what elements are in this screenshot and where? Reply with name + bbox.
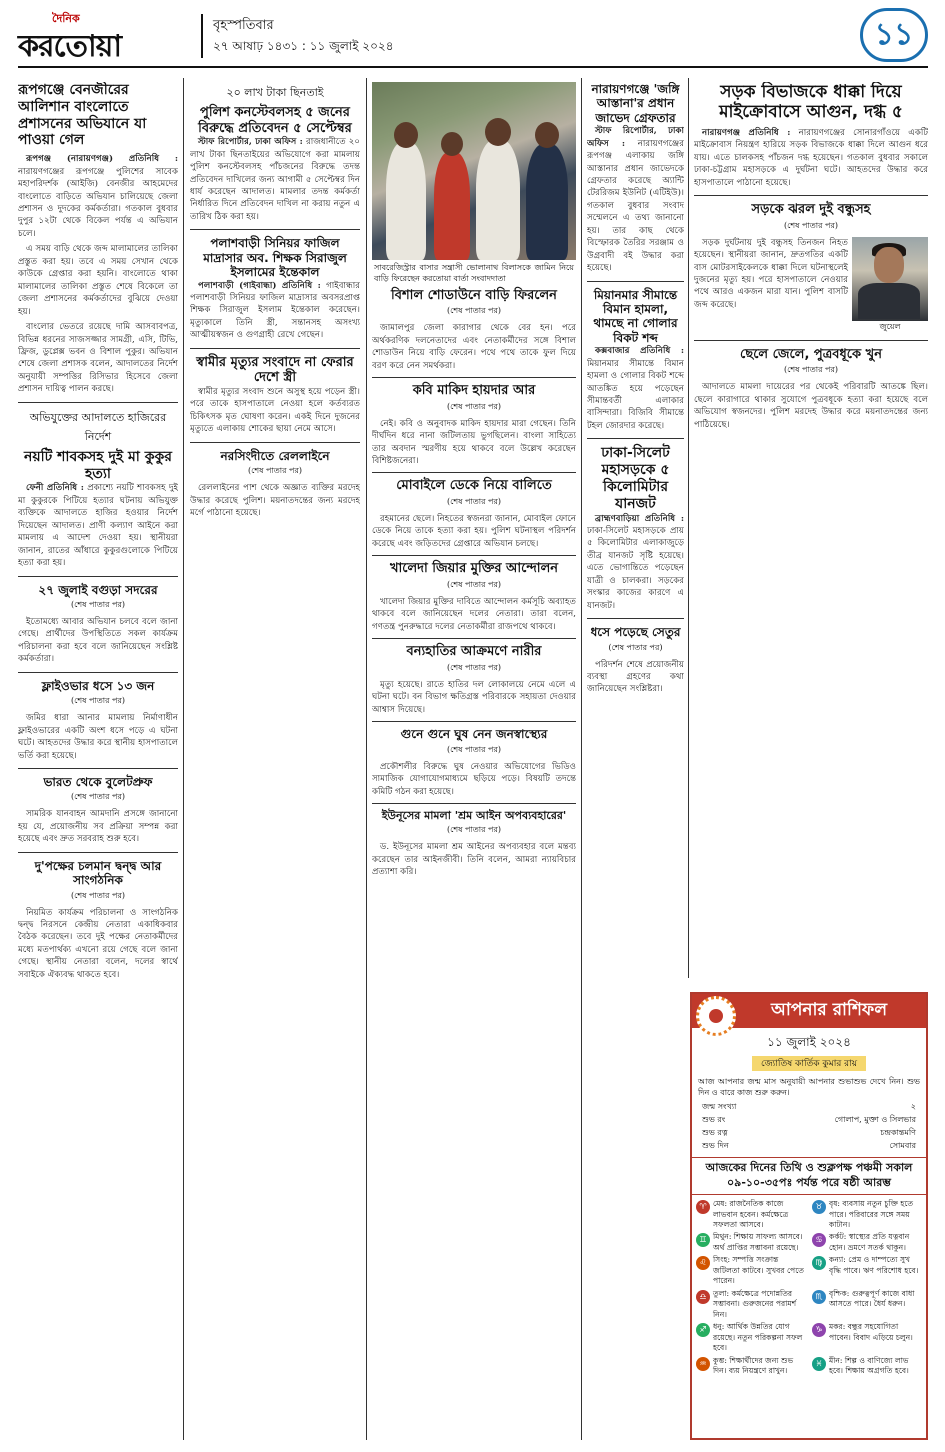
paragraph: প্রকাশ্যে নয়টি শাবকসহ দুই মা কুকুরকে পিটিয়ে হত্যার ঘটনায় অভিযুক্ত ব্যক্তিকে আদালতে হাজির হওয়ার নির্দেশ দিয়েছেন আদালত। প্রাণী কল্যাণ আইনে করা মামলায় এ আদেশ দেওয়া হয়। স্থানীয়রা জানান, রাতের আঁধারে কুকুরগুলোকে পিটিয়ে হত্যা করা হয়। [18, 483, 178, 569]
story-headline: পলাশবাড়ী সিনিয়র ফাজিল মাদ্রাসার অব. শিক্ষক সিরাজুল ইসলামের ইন্তেকাল [203, 236, 347, 280]
zodiac-signs-grid [692, 1199, 926, 1377]
dateline: ব্রাহ্মণবাড়িয়া প্রতিনিধি : [595, 513, 684, 524]
story-divider [18, 852, 178, 853]
column-divider [183, 78, 184, 1440]
paragraph: প্রকৌশলীর বিরুদ্ধে ঘুষ নেওয়ার অভিযোগের ভিডিও সামাজিক যোগাযোগমাধ্যমে ছড়িয়ে পড়ে। বিষয়টি তদন্তে কমিটি গঠন করা হয়েছে। [372, 761, 576, 797]
column-5 [694, 82, 928, 982]
paragraph: নারায়ণগঞ্জের রূপগঞ্জ এলাকায় জঙ্গি আস্তানার প্রধান জাভেদকে গ্রেফতার করেছে অ্যান্টি টেররিজম ইউনিট (এটিইউ)। গতকাল বুধবার সংবাদ সম্মেলনে এ তথ্য জানানো হয়। তার কাছ থেকে বিস্ফোরক তৈরির সরঞ্জাম ও উগ্রবাদী বই উদ্ধার করা হয়েছে। [587, 138, 684, 274]
story-body [372, 679, 576, 716]
zodiac-sign-entry [812, 1255, 922, 1286]
story-kicker: অভিযুক্তের আদালতে হাজিরের নির্দেশ [29, 410, 167, 443]
column-1 [18, 82, 178, 1444]
lucky-row: শুভ দিন সোমবার [702, 1141, 916, 1151]
story-divider [18, 768, 178, 769]
paragraph: জমির ধারা আনার মামলায় নির্মাণাধীন ফ্লাইওভারের একটি অংশ ধসে পড়ে এ ঘটনা ঘটে। আহতদের উদ্ধার করে স্থানীয় হাসপাতালে ভর্তি করা হয়েছে। [18, 713, 178, 761]
zodiac-sign-text: মিথুন: শিক্ষায় সাফল্য আসবে। অর্থ প্রাপ্তির সম্ভাবনা রয়েছে। [713, 1232, 803, 1252]
tithi-banner: আজকের দিনের তিথি ও শুক্লপক্ষ পঞ্চমী সকাল ০৯-১০-৩৫পঃ পর্যন্ত পরে ষষ্ঠী আরম্ভ [692, 1157, 926, 1195]
paragraph: সড়ক দুর্ঘটনায় দুই বন্ধুসহ তিনজন নিহত হয়েছেন। স্থানীয়রা জানান, দ্রুতগতির একটি বাস মোটরসাইকেলকে ধাক্কা দিলে ঘটনাস্থলেই দুজনের মৃত্যু হয়। পরে হাসপাতালে নেওয়ার পথে আরও একজন মারা যান। পুলিশ বাসটি জব্দ করেছে। [694, 237, 848, 310]
story-body [694, 381, 928, 431]
zodiac-symbol-icon: ♉ [812, 1200, 826, 1214]
zodiac-sign-text: মীন: শিল্প ও বাণিজ্যে লাভ হবে। শিক্ষায় অগ্রগতি হবে। [829, 1355, 909, 1376]
story-divider [190, 229, 360, 230]
story-body [694, 127, 928, 189]
story-divider [694, 340, 928, 341]
continuation-note: (শেষ পাতার পর) [446, 579, 502, 589]
zodiac-sign-entry [696, 1322, 806, 1353]
zodiac-sign-entry [696, 1199, 806, 1230]
lead-story-body [18, 153, 178, 396]
story-body [372, 418, 576, 468]
story-headline: নয়টি শাবকসহ দুই মা কুকুর হত্যা [23, 448, 173, 482]
paragraph: মিয়ানমার সীমান্তে বিমান হামলা ও গোলার বিকট শব্দে আতঙ্কিত হয়ে পড়েছেন সীমান্তবর্তী এলাকার বাসিন্দারা। বিজিবি সীমান্তে টহল জোরদার করেছে। [587, 358, 684, 431]
continuation-note: (শেষ পাতার পর) [783, 220, 839, 230]
zodiac-sign-entry [812, 1199, 922, 1230]
date-line: ২৭ আষাঢ় ১৪৩১ : ১১ জুলাই ২০২৪ [213, 39, 394, 53]
paragraph: আদালতে মামলা দায়েরের পর থেকেই পরিবারটি আতঙ্কে ছিল। ছেলে কারাগারে থাকার সুযোগে পুত্রবধূকে হত্যা করা হয়েছে বলে অভিযোগ স্বজনদের। পুলিশ মরদেহ উদ্ধার করে ময়নাতদন্তের জন্য পাঠিয়েছে। [694, 382, 928, 430]
story-body [18, 907, 178, 982]
story-divider [18, 576, 178, 577]
continuation-note: (শেষ পাতার পর) [70, 890, 126, 900]
zodiac-symbol-icon: ♈ [696, 1200, 710, 1214]
page-number: ১১ [860, 8, 928, 62]
column-divider [366, 78, 367, 1440]
continuation-note: (শেষ পাতার পর) [446, 662, 502, 672]
horoscope-date: ১১ জুলাই ২০২৪ [767, 1035, 851, 1049]
paragraph: রহমানের ছেলে। নিহতের স্বজনরা জানান, মোবাইল ফোনে ডেকে নিয়ে তাকে হত্যা করা হয়। পুলিশ ঘটনাস্থল পরিদর্শন করেছে এবং জড়িতদের গ্রেপ্তারে অভিযান চলছে। [372, 514, 576, 549]
story-divider [18, 402, 178, 403]
story-headline: ঢাকা-সিলেট মহাসড়কে ৫ কিলোমিটার যানজট [601, 445, 670, 512]
zodiac-symbol-icon: ♒ [696, 1357, 710, 1371]
paragraph: নারায়ণগঞ্জের সোনারগাঁওয়ে একটি মাইক্রোবাস নিয়ন্ত্রণ হারিয়ে সড়ক বিভাজকে ধাক্কা দিলে আগুন ধরে যায়। এতে চালকসহ পাঁচজন দগ্ধ হয়েছেন। গতকাল বুধবার সকালে ঢাকা-চট্টগ্রাম মহাসড়কে এ দুর্ঘটনা ঘটে। আহতদের উদ্ধার করে হাসপাতালে পাঠানো হয়েছে। [694, 127, 928, 188]
paragraph: স্বামীর মৃত্যুর সংবাদ শুনে অসুস্থ হয়ে পড়েন স্ত্রী। পরে তাকে হাসপাতালে নেওয়া হলে কর্তব্যরত চিকিৎসক মৃত ঘোষণা করেন। একই দিনে দুজনের মৃত্যুতে এলাকায় শোকের ছায়া নেমে আসে। [190, 386, 360, 435]
lucky-row: শুভ রং গোলাপ, মুক্তা ও সিলভার [702, 1115, 916, 1125]
dateline: নারায়ণগঞ্জ প্রতিনিধি : [702, 127, 791, 138]
story-headline: খালেদা জিয়ার মুক্তির আন্দোলন [389, 561, 559, 577]
story-headline: ছেলে জেলে, পুত্রবধূকে খুন [740, 346, 882, 362]
story-divider [694, 195, 928, 196]
continuation-note: (শেষ পাতার পর) [446, 497, 502, 506]
story-body [372, 841, 576, 878]
zodiac-symbol-icon: ♎ [696, 1290, 710, 1304]
zodiac-sign-entry [812, 1232, 922, 1253]
zodiac-sign-text: সিংহ: সম্পত্তি সংক্রান্ত জটিলতা কাটবে। সুখবর পেতে পারেন। [713, 1255, 804, 1286]
story-body [587, 345, 684, 432]
zodiac-sign-entry [696, 1289, 806, 1320]
paragraph: জামালপুর জেলা কারাগার থেকে বের হন। পরে অর্থকরণিক দলনেতাদের এবং নেতাকর্মীদের সঙ্গে বিশাল শোডাউন নিয়ে বাড়ি ফেরেন। পথে পথে তাকে ফুল দিয়ে বরণ করে নেন সমর্থকরা। [372, 323, 576, 371]
zodiac-sign-entry [812, 1322, 922, 1353]
lead-story-headline: রূপগঞ্জে বেনজীরের আলিশান বাংলোতে প্রশাসনের অভিযানে যা পাওয়া গেল [18, 82, 147, 149]
story-divider [372, 555, 576, 556]
paragraph: ইতোমধ্যে আবার অভিযান চলবে বলে জানা গেছে। প্রার্থীদের উপস্থিতিতে সকল কার্যক্রম পরিচালনা করা হবে বলে জানিয়েছেন সংশ্লিষ্ট কর্মকর্তারা। [18, 616, 178, 665]
lucky-row: শুভ রত্ন চন্দ্রকান্তমণি [702, 1128, 916, 1138]
zodiac-sign-text: বৃষ: ব্যবসায় নতুন চুক্তি হতে পারে। পরিবারের সঙ্গে সময় কাটান। [829, 1199, 914, 1229]
weekday: বৃহস্পতিবার [213, 18, 274, 33]
continuation-note: (শেষ পাতার পর) [783, 365, 839, 375]
story-headline: গুনে গুনে ঘুষ নেন জনস্বাস্থ্যের [400, 727, 548, 742]
story-headline: নারায়ণগঞ্জে 'জঙ্গি আস্তানা'র প্রধান জাভেদ গ্রেফতার [591, 82, 680, 125]
newspaper-logo [18, 10, 188, 62]
zodiac-symbol-icon: ♌ [696, 1256, 710, 1270]
continuation-note: (শেষ পাতার পর) [247, 466, 303, 476]
lucky-table [692, 1101, 926, 1153]
dateline: পলাশবাড়ী (গাইবান্ধা) প্রতিনিধি : [198, 280, 321, 291]
story-headline: মিয়ানমার সীমান্তে বিমান হামলা, থামছে না গোলার বিকট শব্দ [593, 287, 678, 345]
story-body [372, 761, 576, 798]
story-body [18, 808, 178, 845]
portrait-caption: জুয়েল [879, 321, 901, 331]
story-headline: সড়কে ঝরল দুই বন্ধুসহ [751, 202, 871, 218]
logo-small-text: দৈনিক [52, 12, 80, 25]
continuation-note: (শেষ পাতার পর) [70, 792, 126, 802]
horoscope-author: জ্যোতিষ কার্তিক কুমার রায় [752, 1056, 866, 1071]
story-kicker: ২০ লাখ টাকা ছিনতাই [226, 86, 324, 99]
paragraph: গাইবান্ধার পলাশবাড়ী সিনিয়র ফাজিল মাদ্রাসার অবসরপ্রাপ্ত শিক্ষক সিরাজুল ইসলাম ইন্তেকাল করেছেন। মৃত্যুকালে তিনি স্ত্রী, সন্তানসহ অসংখ্য আত্মীয়স্বজন ও গুণগ্রাহী রেখে গেছেন। [190, 280, 360, 341]
story-body [190, 386, 360, 436]
horoscope-intro: আজ আপনার জন্ম মাস অনুযায়ী আপনার শুভাশুভ দেখে নিন। শুভ দিন ও বারে কাজ শুরু করুন। [698, 1077, 920, 1098]
zodiac-symbol-icon: ♑ [812, 1323, 826, 1337]
zodiac-symbol-icon: ♍ [812, 1256, 826, 1270]
story-divider [190, 442, 360, 443]
paragraph: ড. ইউনূসের মামলা শ্রম আইনের অপব্যবহার বলে মন্তব্য করেছেন তার আইনজীবী। তিনি বলেন, আমরা ন্যায়বিচার প্রত্যাশা করি। [372, 842, 576, 878]
story-headline: ধসে পড়েছে সেতুর [590, 625, 681, 640]
story-divider [190, 348, 360, 349]
continuation-note: (শেষ পাতার পর) [608, 642, 663, 652]
lucky-row: জন্ম সংখ্যা ২ [702, 1102, 916, 1112]
dateline: ফেনী প্রতিনিধি : [26, 483, 84, 494]
paragraph: এ সময় বাড়ি থেকে জব্দ মালামালের তালিকা প্রস্তুত করা হয়। তবে এ সময় সেখান থেকে কাউকে গ্রেপ্তার করা হয়নি। বাংলোতে থাকা মালামালের তালিকা প্রস্তুত শেষে বিকেলে তা জেলা প্রশাসনের কর্মকর্তাদের বুঝিয়ে দেওয়া হয়। [18, 244, 178, 317]
story-body [694, 237, 848, 334]
photo-caption: সাবরেজিস্ট্রার বাসার সন্ত্রাসী ভোলানাথ বিলাসকে জামিন নিয়ে বাড়ি ফিরেছেন করতোয়া বার্তা সংবাদদাতা [374, 263, 574, 283]
story-headline: সড়ক বিভাজকে ধাক্কা দিয়ে মাইক্রোবাসে আগুন, দগ্ধ ৫ [719, 82, 903, 123]
story-body [190, 280, 360, 342]
story-headline: ২৭ জুলাই বগুড়া সদরের [38, 582, 158, 597]
continuation-note: (শেষ পাতার পর) [446, 401, 502, 411]
zodiac-sign-text: মেষ: রাজনৈতিক কাজে লাভবান হবেন। কর্মক্ষেত্রে সফলতা আসবে। [713, 1199, 789, 1229]
zodiac-symbol-icon: ♋ [812, 1233, 826, 1247]
zodiac-sign-entry [696, 1232, 806, 1253]
column-3 [372, 82, 576, 1444]
column-divider [688, 78, 689, 978]
story-body [587, 659, 684, 696]
story-body [190, 136, 360, 223]
story-body [587, 125, 684, 274]
continuation-note: (শেষ পাতার পর) [70, 599, 126, 609]
story-headline: ভারত থেকে বুলেটপ্রুফ [43, 774, 153, 789]
story-body [372, 596, 576, 633]
zodiac-wheel-icon [696, 996, 736, 1036]
zodiac-symbol-icon: ♊ [696, 1233, 710, 1247]
story-headline: ইউনূসের মামলা 'শ্রম আইন অপব্যবহারের' [381, 809, 567, 823]
masthead-divider [201, 14, 203, 58]
story-headline: স্বামীর মৃত্যুর সংবাদে না ফেরার দেশে স্ত্রী [196, 354, 354, 386]
dateline: কক্সবাজার প্রতিনিধি : [595, 346, 684, 357]
continuation-note: (শেষ পাতার পর) [446, 825, 502, 835]
story-body [372, 322, 576, 372]
paragraph: ঢাকা-সিলেট মহাসড়কে প্রায় ৫ কিলোমিটার এলাকাজুড়ে তীব্র যানজট সৃষ্টি হয়েছে। এতে ভোগান্তিতে পড়েছেন যাত্রী ও চালকরা। সড়কের সংস্কার কাজের কারণে এ যানজট। [587, 525, 684, 611]
news-photo [372, 82, 576, 260]
zodiac-sign-text: ধনু: আর্থিক উন্নতির যোগ রয়েছে। নতুন পরিকল্পনা সফল হবে। [713, 1322, 803, 1353]
column-divider [581, 78, 582, 1440]
paragraph: মৃত্যু হয়েছে। রাতে হাতির দল লোকালয়ে নেমে এলে এ ঘটনা ঘটে। বন বিভাগ ক্ষতিগ্রস্ত পরিবারকে সহায়তা দেওয়ার আশ্বাস দিয়েছে। [372, 679, 576, 715]
story-headline: বিশাল শোডাউনে বাড়ি ফিরলেন [391, 287, 557, 303]
story-divider [587, 281, 684, 282]
logo-text: করতোয়া [18, 29, 122, 64]
paragraph: সামরিক যানবাহন আমদানি প্রসঙ্গে জানানো হয় যে, প্রয়োজনীয় সব প্রক্রিয়া সম্পন্ন করা হয়েছে এবং দ্রুত সরবরাহ শুরু হবে। [18, 809, 178, 845]
continuation-note: (শেষ পাতার পর) [446, 744, 502, 754]
story-body [190, 482, 360, 519]
column-4 [587, 82, 684, 1444]
zodiac-sign-entry [812, 1289, 922, 1320]
zodiac-sign-entry [812, 1356, 922, 1377]
zodiac-sign-text: মকর: বন্ধুর সহযোগিতা পাবেন। বিবাদ এড়িয়ে চলুন। [829, 1322, 913, 1342]
masthead [18, 8, 928, 68]
story-headline: মোবাইলে ডেকে নিয়ে বালিতে [396, 478, 552, 494]
story-divider [372, 638, 576, 639]
zodiac-sign-text: কর্কট: স্বাস্থ্যের প্রতি যত্নবান হোন। ভ্রমণে সতর্ক থাকুন। [829, 1232, 910, 1252]
zodiac-sign-text: তুলা: কর্মক্ষেত্রে পদোন্নতির সম্ভাবনা। গুরুজনের পরামর্শ নিন। [713, 1288, 797, 1319]
story-divider [372, 803, 576, 804]
zodiac-sign-text: কন্যা: প্রেম ও দাম্পত্যে সুখ বৃদ্ধি পাবে। ঋণ পরিশোধ হবে। [829, 1255, 919, 1275]
story-body [18, 712, 178, 762]
horoscope-box [690, 992, 928, 1440]
story-divider [372, 472, 576, 473]
story-headline: বন্যহাতির আক্রমণে নারীর [406, 644, 542, 660]
zodiac-symbol-icon: ♓ [812, 1357, 826, 1371]
zodiac-sign-text: বৃশ্চিক: গুরুত্বপূর্ণ কাজে বাধা আসতে পারে। ধৈর্য ধরুন। [829, 1288, 915, 1309]
paragraph: রাজধানীতে ২০ লাখ টাকা ছিনতাইয়ের অভিযোগে করা মামলায় পুলিশ কনস্টেবলসহ পাঁচজনের বিরুদ্ধে তদন্ত প্রতিবেদন দাখিলের জন্য আগামী ৫ সেপ্টেম্বর দিন ধার্য করেছেন আদালত। মামলার তদন্ত কর্মকর্তা নির্ধারিত দিনে প্রতিবেদন দাখিল না করায় নতুন এ তারিখ ঠিক করা হয়। [190, 137, 360, 222]
zodiac-symbol-icon: ♐ [696, 1323, 710, 1337]
story-divider [372, 377, 576, 378]
story-divider [372, 721, 576, 722]
paragraph: পরিদর্শন শেষে প্রয়োজনীয় ব্যবস্থা গ্রহণের কথা জানিয়েছেন সংশ্লিষ্টরা। [587, 659, 684, 695]
story-headline: নরসিংদীতে রেললাইনে [220, 448, 330, 463]
paragraph: নিয়মিত কার্যক্রম পরিচালনা ও সাংগঠনিক দ্বন্দ্ব নিরসনে কেন্দ্রীয় নেতারা একাধিকবার বৈঠক করেছেন। তবে দুই পক্ষের নেতাকর্মীদের মধ্যে মতপার্থক্য এখনো রয়ে গেছে বলে জানা গেছে। স্থানীয় নেতারা বলেন, দলের স্বার্থে সবাইকে ঐক্যবদ্ধ থাকতে হবে। [18, 907, 178, 980]
story-divider [587, 618, 684, 619]
zodiac-sign-text: কুম্ভ: শিক্ষার্থীদের জন্য শুভ দিন। ব্যয় নিয়ন্ত্রণে রাখুন। [713, 1355, 794, 1376]
story-headline: পুলিশ কনস্টেবলসহ ৫ জনের বিরুদ্ধে প্রতিবেদন ৫ সেপ্টেম্বর [198, 105, 352, 136]
zodiac-sign-entry [696, 1356, 806, 1377]
portrait-photo [852, 237, 928, 321]
paragraph: বাংলোর ভেতরে রয়েছে দামি আসবাবপত্র, বিভিন্ন ধরনের সাজসজ্জার সামগ্রী, এসি, টিভি, ফ্রিজ, ডুপ্লেক্স ভবন ও বিশাল পুকুর। অভিযান শেষে জেলা প্রশাসক বলেন, আদালতের নির্দেশ অনুযায়ী সম্পত্তির রিসিভার হিসেবে জেলা প্রশাসন দায়িত্ব পালন করছে। [18, 322, 178, 395]
continuation-note: (শেষ পাতার পর) [70, 696, 126, 706]
story-divider [587, 438, 684, 439]
story-body [18, 482, 178, 569]
dateline: স্টাফ রিপোর্টার, ঢাকা অফিস : [587, 126, 684, 149]
story-body [18, 616, 178, 666]
continuation-note: (শেষ পাতার পর) [446, 306, 502, 316]
paragraph: খালেদা জিয়ার মুক্তির দাবিতে আন্দোলন কর্মসূচি অব্যাহত থাকবে বলে জানিয়েছেন দলের নেতারা। তারা বলেন, গণতন্ত্র পুনরুদ্ধারে দলের নেতাকর্মীরা রাজপথে থাকবে। [372, 596, 576, 632]
story-body [587, 513, 684, 613]
paragraph: রেললাইনের পাশ থেকে অজ্ঞাত ব্যক্তির মরদেহ উদ্ধার করেছে পুলিশ। ময়নাতদন্তের জন্য মরদেহ মর্গে পাঠানো হয়েছে। [190, 483, 360, 519]
story-headline: ফ্লাইওভার ধসে ১৩ জন [41, 678, 155, 693]
dateline: স্টাফ রিপোর্টার, ঢাকা অফিস : [198, 137, 303, 148]
paragraph: নেই। কবি ও অনুবাদক মাকিদ হায়দার মারা গেছেন। তিনি দীর্ঘদিন ধরে নানা জটিলতায় ভুগছিলেন। বাংলা সাহিত্যে তার অবদান স্মরণীয় হয়ে থাকবে বলে উল্লেখ করেছেন বিশিষ্টজনেরা। [372, 418, 576, 466]
column-2 [190, 82, 360, 1444]
story-divider [18, 672, 178, 673]
dateline: রূপগঞ্জ (নারায়ণগঞ্জ) প্রতিনিধি : [26, 154, 178, 165]
story-headline: দু'পক্ষের চলমান দ্বন্দ্ব আর সাংগঠনিক [34, 858, 162, 888]
horoscope-title: আপনার রাশিফল [770, 1000, 887, 1020]
paragraph: নারায়ণগঞ্জের রূপগঞ্জে পুলিশের সাবেক মহাপরিদর্শক (আইজি) বেনজীর আহমেদের বাংলোতে বাড়িতে অভিযান চালিয়েছে জেলা প্রশাসন ও দুদকের কর্মকর্তারা। গতকাল বুধবার দুপুর ১২টা থেকে বিকেল পর্যন্ত এ অভিযান চলে। [18, 166, 178, 239]
zodiac-sign-entry [696, 1255, 806, 1286]
horoscope-header [692, 994, 926, 1028]
story-headline: কবি মাকিদ হায়দার আর [412, 383, 536, 398]
story-body [372, 513, 576, 550]
zodiac-symbol-icon: ♏ [812, 1290, 826, 1304]
